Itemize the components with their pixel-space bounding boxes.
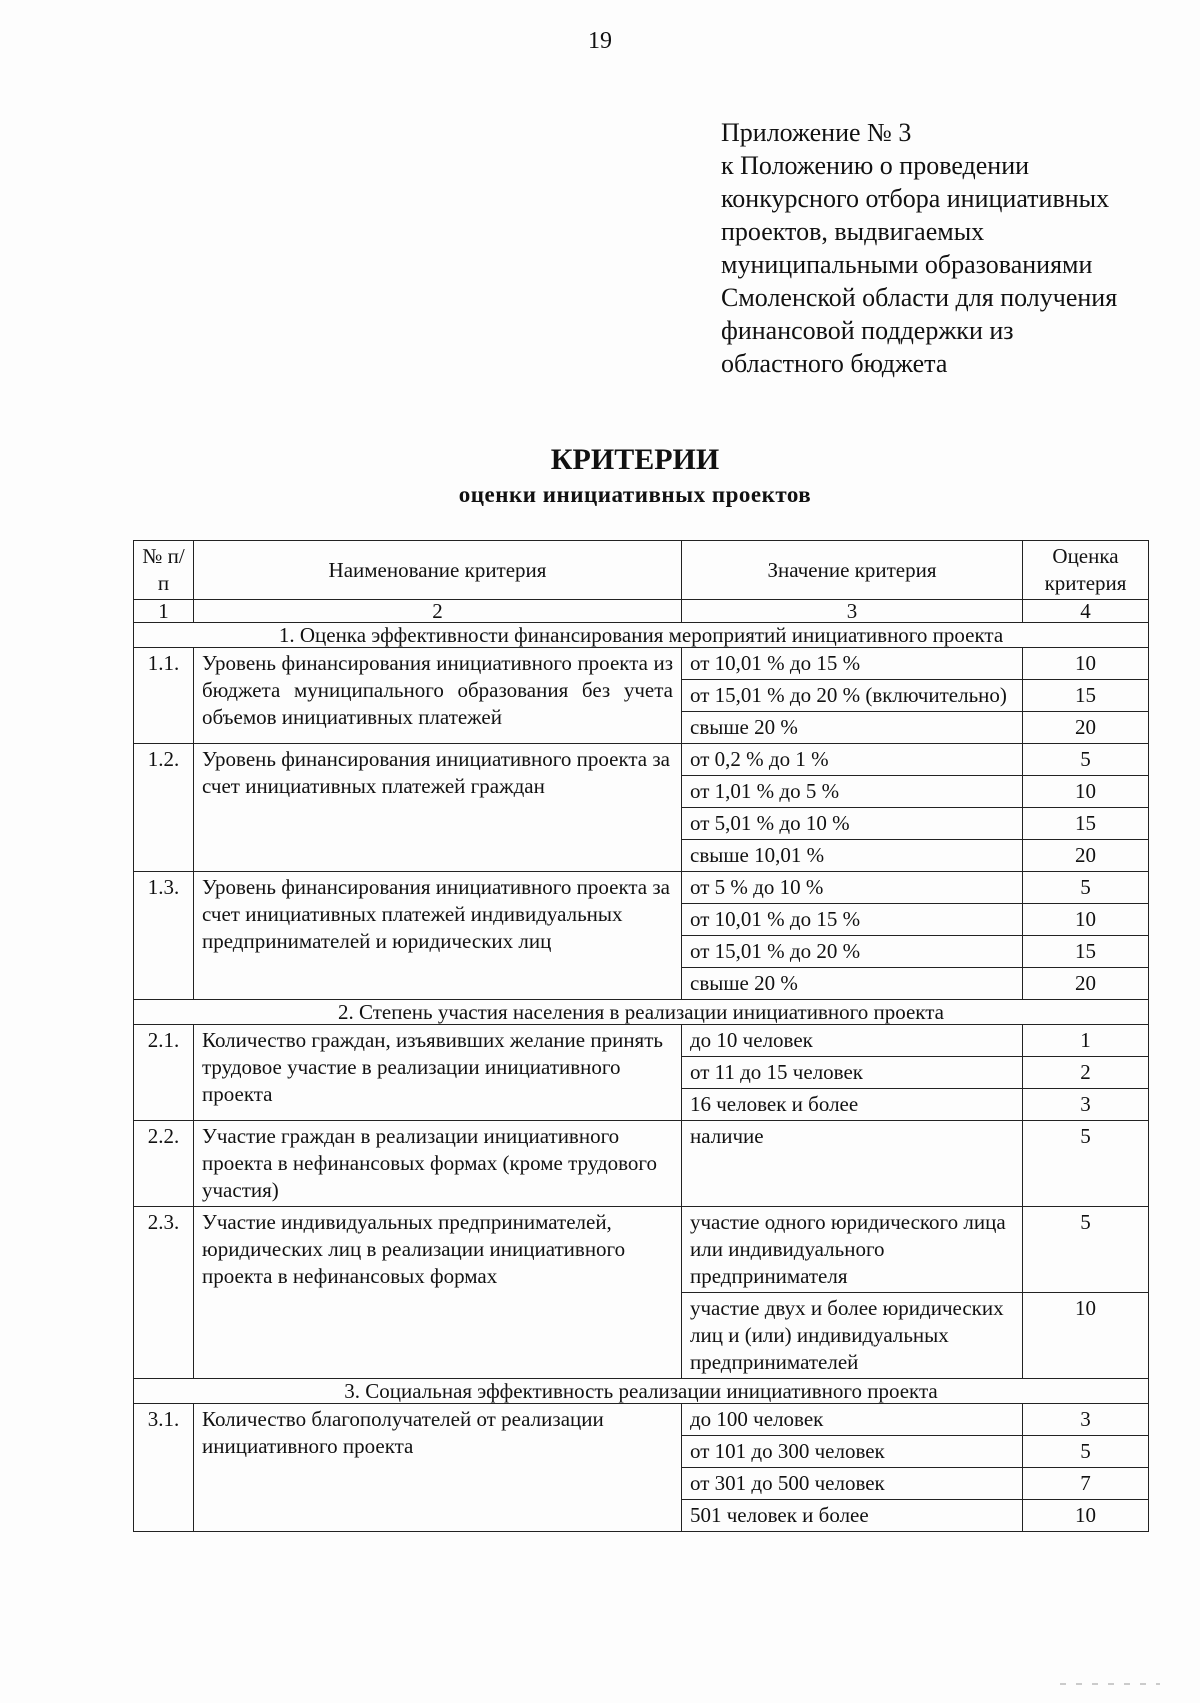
column-number: 1	[134, 600, 194, 623]
criterion-value: от 101 до 300 человек	[682, 1436, 1023, 1468]
section-row	[134, 1379, 1149, 1404]
header-score: Оценка критерия	[1023, 541, 1149, 600]
annex-line: областного бюджета	[721, 349, 948, 378]
section-row	[134, 623, 1149, 648]
criterion-number: 2.2.	[134, 1121, 194, 1207]
page-number: 19	[588, 28, 612, 54]
criterion-value: 501 человек и более	[682, 1500, 1023, 1532]
criterion-value: от 15,01 % до 20 % (включительно)	[682, 680, 1023, 712]
criterion-name: Уровень финансирования инициативного проекта за счет инициативных платежей граждан	[194, 744, 682, 872]
criterion-score: 10	[1023, 904, 1149, 936]
scan-artifact	[0, 1683, 1200, 1685]
criterion-number: 1.3.	[134, 872, 194, 1000]
criterion-score: 2	[1023, 1057, 1149, 1089]
criterion-number: 2.3.	[134, 1207, 194, 1379]
section-title: 2. Степень участия населения в реализации инициативного проекта	[134, 1000, 1149, 1025]
criterion-value: до 10 человек	[682, 1025, 1023, 1057]
document-title: КРИТЕРИИ	[550, 443, 720, 476]
criterion-name: Уровень финансирования инициативного проекта из бюджета муниципального образования без учета объемов инициативных платежей	[194, 648, 682, 744]
criterion-value: от 1,01 % до 5 %	[682, 776, 1023, 808]
section-title: 3. Социальная эффективность реализации инициативного проекта	[134, 1379, 1149, 1404]
annex-line: проектов, выдвигаемых	[721, 217, 985, 246]
column-number: 4	[1023, 600, 1149, 623]
criterion-name: Уровень финансирования инициативного проекта за счет инициативных платежей индивидуальных предпринимателей и юридических лиц	[194, 872, 682, 1000]
criterion-value: от 10,01 % до 15 %	[682, 904, 1023, 936]
table-row	[134, 1121, 1149, 1207]
criterion-value: свыше 20 %	[682, 968, 1023, 1000]
criterion-value: до 100 человек	[682, 1404, 1023, 1436]
criterion-score: 10	[1023, 776, 1149, 808]
criterion-score: 5	[1023, 1207, 1149, 1293]
criterion-score: 15	[1023, 808, 1149, 840]
annex-heading	[721, 116, 1181, 380]
criterion-score: 3	[1023, 1089, 1149, 1121]
criterion-number: 1.1.	[134, 648, 194, 744]
criterion-score: 3	[1023, 1404, 1149, 1436]
criterion-value: от 301 до 500 человек	[682, 1468, 1023, 1500]
criterion-name: Количество граждан, изъявивших желание принять трудовое участие в реализации инициативного проекта	[194, 1025, 682, 1121]
table-row	[134, 872, 1149, 904]
header-value: Значение критерия	[682, 541, 1023, 600]
criterion-score: 5	[1023, 744, 1149, 776]
criterion-score: 15	[1023, 936, 1149, 968]
annex-line: конкурсного отбора инициативных	[721, 184, 1110, 213]
section-title: 1. Оценка эффективности финансирования мероприятий инициативного проекта	[134, 623, 1149, 648]
criterion-name: Участие граждан в реализации инициативного проекта в нефинансовых формах (кроме трудового участия)	[194, 1121, 682, 1207]
header-num: № п/п	[134, 541, 194, 600]
criterion-value: наличие	[682, 1121, 1023, 1207]
criterion-value: участие двух и более юридических лиц и (или) индивидуальных предпринимателей	[682, 1293, 1023, 1379]
criterion-score: 20	[1023, 968, 1149, 1000]
criterion-score: 5	[1023, 872, 1149, 904]
criterion-number: 2.1.	[134, 1025, 194, 1121]
criterion-value: участие одного юридического лица или индивидуального предпринимателя	[682, 1207, 1023, 1293]
table-row	[134, 744, 1149, 776]
criterion-value: от 5,01 % до 10 %	[682, 808, 1023, 840]
column-number: 3	[682, 600, 1023, 623]
document-title-block	[0, 440, 1200, 510]
table-row	[134, 1207, 1149, 1293]
criterion-score: 10	[1023, 1500, 1149, 1532]
table-row	[134, 648, 1149, 680]
criterion-value: от 0,2 % до 1 %	[682, 744, 1023, 776]
column-number: 2	[194, 600, 682, 623]
criterion-value: от 10,01 % до 15 %	[682, 648, 1023, 680]
annex-line: финансовой поддержки из	[721, 316, 1014, 345]
criterion-value: от 11 до 15 человек	[682, 1057, 1023, 1089]
table-row	[134, 1025, 1149, 1057]
criterion-score: 5	[1023, 1121, 1149, 1207]
criteria-table	[133, 540, 1149, 1532]
criterion-value: от 15,01 % до 20 %	[682, 936, 1023, 968]
criterion-value: 16 человек и более	[682, 1089, 1023, 1121]
criterion-name: Количество благополучателей от реализации инициативного проекта	[194, 1404, 682, 1532]
annex-line: Смоленской области для получения	[721, 283, 1118, 312]
section-row	[134, 1000, 1149, 1025]
criterion-score: 1	[1023, 1025, 1149, 1057]
criterion-score: 10	[1023, 648, 1149, 680]
annex-line: муниципальными образованиями	[721, 250, 1093, 279]
column-number-row	[134, 600, 1149, 623]
header-name: Наименование критерия	[194, 541, 682, 600]
table-row	[134, 1404, 1149, 1436]
criterion-name: Участие индивидуальных предпринимателей, юридических лиц в реализации инициативного проекта в нефинансовых формах	[194, 1207, 682, 1379]
criterion-score: 5	[1023, 1436, 1149, 1468]
annex-line: Приложение № 3	[721, 118, 912, 147]
document-subtitle: оценки инициативных проектов	[458, 482, 812, 507]
criterion-number: 1.2.	[134, 744, 194, 872]
table-header-row	[134, 541, 1149, 600]
criterion-value: свыше 10,01 %	[682, 840, 1023, 872]
criterion-value: свыше 20 %	[682, 712, 1023, 744]
criterion-number: 3.1.	[134, 1404, 194, 1532]
criterion-score: 10	[1023, 1293, 1149, 1379]
criterion-score: 7	[1023, 1468, 1149, 1500]
criterion-value: от 5 % до 10 %	[682, 872, 1023, 904]
criterion-score: 15	[1023, 680, 1149, 712]
criterion-score: 20	[1023, 840, 1149, 872]
annex-line: к Положению о проведении	[721, 151, 1030, 180]
criterion-score: 20	[1023, 712, 1149, 744]
